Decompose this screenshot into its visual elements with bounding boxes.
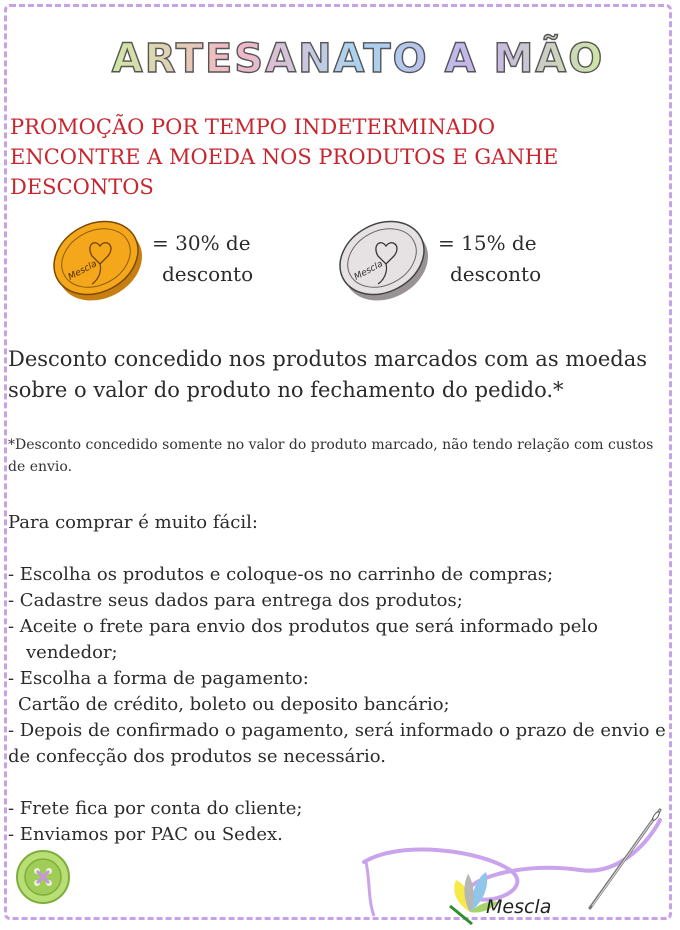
page-title-banner — [0, 28, 680, 88]
discount-description: Desconto concedido nos produtos marcados com as moedas sobre o valor do produto no fechamento do pedido.* — [8, 347, 647, 402]
step-item: - Cadastre seus dados para entrega dos produtos; — [8, 590, 463, 611]
promo-line: DESCONTOS — [10, 175, 154, 199]
silver-coin-icon — [334, 218, 434, 306]
promo-line: PROMOÇÃO POR TEMPO INDETERMINADO — [10, 115, 496, 139]
step-item: Cartão de crédito, boleto ou deposito bancário; — [18, 694, 450, 715]
step-item: vendedor; — [26, 642, 118, 663]
silver-coin-discount: = 15% de desconto — [438, 231, 542, 286]
step-item: de confecção dos produtos se necessário. — [8, 746, 386, 767]
page-title: ARTESANATO A MÃO — [111, 36, 605, 82]
step-item: - Depois de confirmado o pagamento, será informado o prazo de envio e — [8, 720, 666, 741]
step-item: - Escolha a forma de pagamento: — [8, 668, 309, 689]
gold-coin-icon — [48, 218, 148, 306]
note-item: - Frete fica por conta do cliente; — [8, 798, 303, 819]
sewing-button-icon — [15, 849, 71, 909]
svg-text:Mescla: Mescla — [352, 259, 385, 283]
discount-footnote: *Desconto concedido somente no valor do produto marcado, não tendo relação com custos de envio. — [8, 437, 654, 475]
mescla-logo-text: Mescla — [486, 896, 552, 918]
note-item: - Enviamos por PAC ou Sedex. — [8, 824, 283, 845]
how-to-buy-section — [8, 510, 668, 848]
gold-coin-discount: = 30% de desconto — [152, 231, 254, 286]
how-to-buy-heading: Para comprar é muito fácil: — [8, 512, 258, 533]
step-item: - Escolha os produtos e coloque-os no carrinho de compras; — [8, 564, 554, 585]
promo-line: ENCONTRE A MOEDA NOS PRODUTOS E GANHE — [10, 145, 559, 169]
svg-text:Mescla: Mescla — [66, 259, 99, 283]
promo-block — [10, 112, 650, 202]
step-item: - Aceite o frete para envio dos produtos que será informado pelo — [8, 616, 598, 637]
